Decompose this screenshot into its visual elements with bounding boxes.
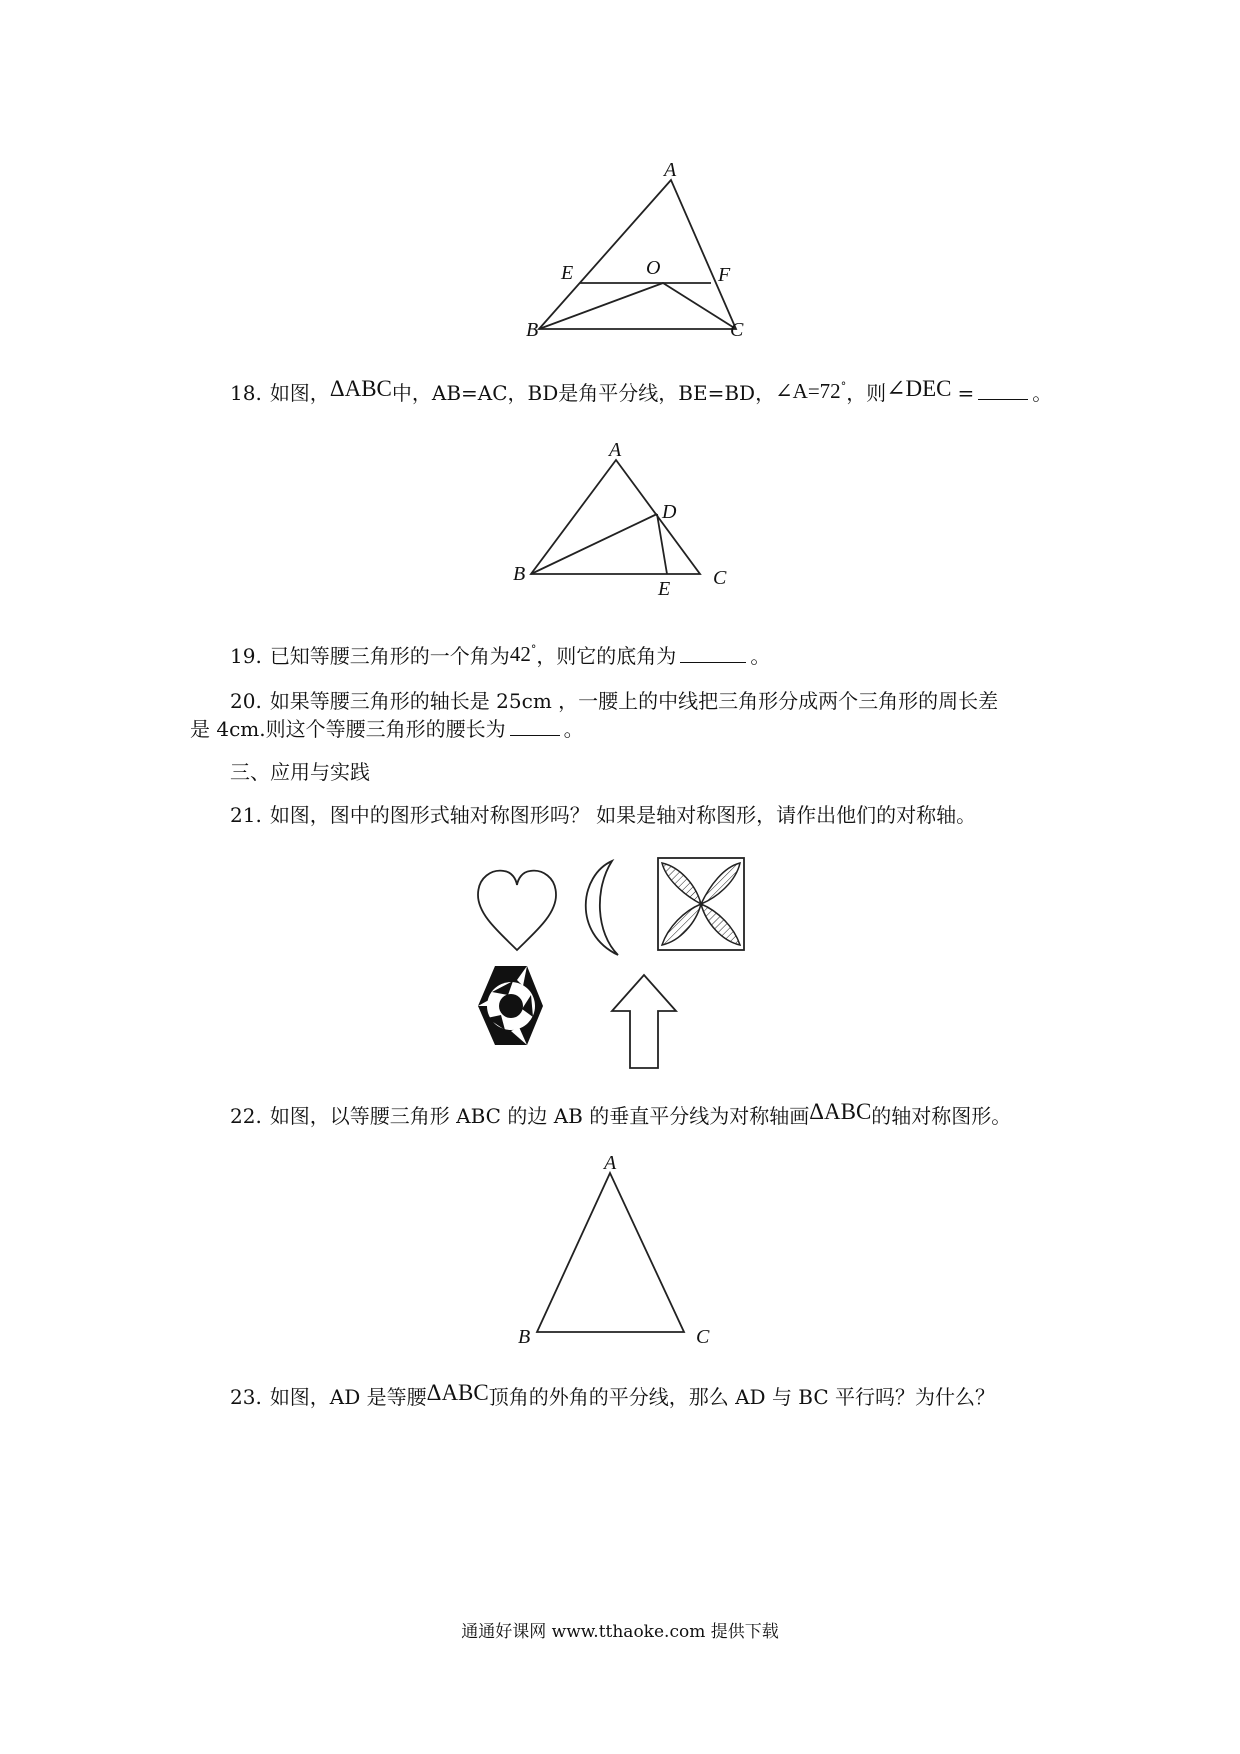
question-text: 的轴对称图形。	[871, 1104, 1012, 1128]
crescent-icon	[586, 861, 618, 955]
label-b: B	[518, 1326, 531, 1348]
arrow-icon	[612, 975, 676, 1068]
label-e: E	[561, 262, 574, 284]
label-c: C	[730, 319, 744, 341]
question-18	[230, 378, 1052, 412]
label-c: C	[696, 1326, 710, 1348]
triangle-symbol: ΔABC	[426, 1380, 489, 1405]
figure-21-shapes	[470, 855, 750, 1070]
question-text: 顶角的外角的平分线，那么 AD 与 BC 平行吗？为什么？	[488, 1385, 996, 1409]
angle-a: ∠A=72	[775, 379, 841, 403]
triangle-symbol: ΔABC	[809, 1099, 872, 1124]
period: 。	[1032, 381, 1053, 405]
angle-value: 42	[509, 642, 531, 666]
question-text: 已知等腰三角形的一个角为	[269, 644, 510, 668]
answer-blank	[680, 661, 746, 663]
label-e: E	[658, 578, 671, 600]
question-text: 是 4cm.则这个等腰三角形的腰长为	[190, 717, 506, 741]
question-text: 如图，图中的图形式轴对称图形吗？ 如果是轴对称图形，请作出他们的对称轴。	[269, 803, 977, 827]
question-text: 如图，	[269, 381, 330, 405]
question-text: ，则它的底角为	[536, 644, 677, 668]
degree-sign: °	[840, 380, 847, 393]
question-23	[230, 1382, 995, 1412]
label-f: F	[718, 264, 731, 286]
question-text: 如图，AD 是等腰	[269, 1385, 427, 1409]
heart-icon	[478, 871, 556, 950]
period: 。	[750, 644, 771, 668]
question-number: 23.	[230, 1385, 262, 1409]
leaf-square-icon	[658, 858, 744, 950]
triangle-symbol: ΔABC	[329, 376, 392, 401]
question-number: 18.	[230, 381, 262, 405]
question-number: 20.	[230, 689, 262, 713]
label-o: O	[646, 257, 661, 279]
answer-blank	[978, 398, 1028, 400]
figure-17-triangle	[520, 158, 760, 344]
label-a: A	[609, 439, 622, 461]
label-b: B	[513, 563, 526, 585]
section-title: 三、应用与实践	[230, 760, 370, 784]
label-d: D	[662, 501, 677, 523]
period: 。	[563, 717, 584, 741]
page-footer: 通通好课网 www.tthaoke.com 提供下载	[461, 1622, 779, 1642]
degree-sign: °	[530, 643, 537, 656]
equals-sign: =	[957, 381, 975, 405]
segment-bd	[531, 514, 657, 574]
figure-18-triangle	[505, 440, 745, 600]
question-text: 中，AB=AC，BD是角平分线，BE=BD，	[391, 381, 776, 405]
triangle-abc	[539, 180, 736, 329]
triangle-abc	[537, 1173, 684, 1332]
question-number: 22.	[230, 1104, 262, 1128]
label-a: A	[604, 1152, 617, 1174]
question-19	[230, 641, 770, 675]
angle-dec: ∠DEC	[886, 376, 952, 401]
question-number: 19.	[230, 644, 262, 668]
label-c: C	[713, 567, 727, 589]
label-b: B	[526, 319, 539, 341]
section-heading	[230, 757, 370, 787]
hexagon-icon	[478, 966, 543, 1045]
segments-bo-oc	[539, 283, 736, 329]
question-20	[230, 686, 998, 716]
answer-blank	[510, 734, 560, 736]
question-number: 21.	[230, 803, 262, 827]
question-text: 如果等腰三角形的轴长是 25cm ，一腰上的中线把三角形分成两个三角形的周长差	[269, 689, 999, 713]
question-20-continued	[190, 714, 584, 744]
figure-22-triangle	[510, 1150, 730, 1350]
question-text: ，则	[846, 381, 887, 405]
label-a: A	[664, 159, 677, 181]
question-22	[230, 1101, 1011, 1131]
question-text: 如图，以等腰三角形 ABC 的边 AB 的垂直平分线为对称轴画	[269, 1104, 810, 1128]
question-21	[230, 800, 976, 830]
